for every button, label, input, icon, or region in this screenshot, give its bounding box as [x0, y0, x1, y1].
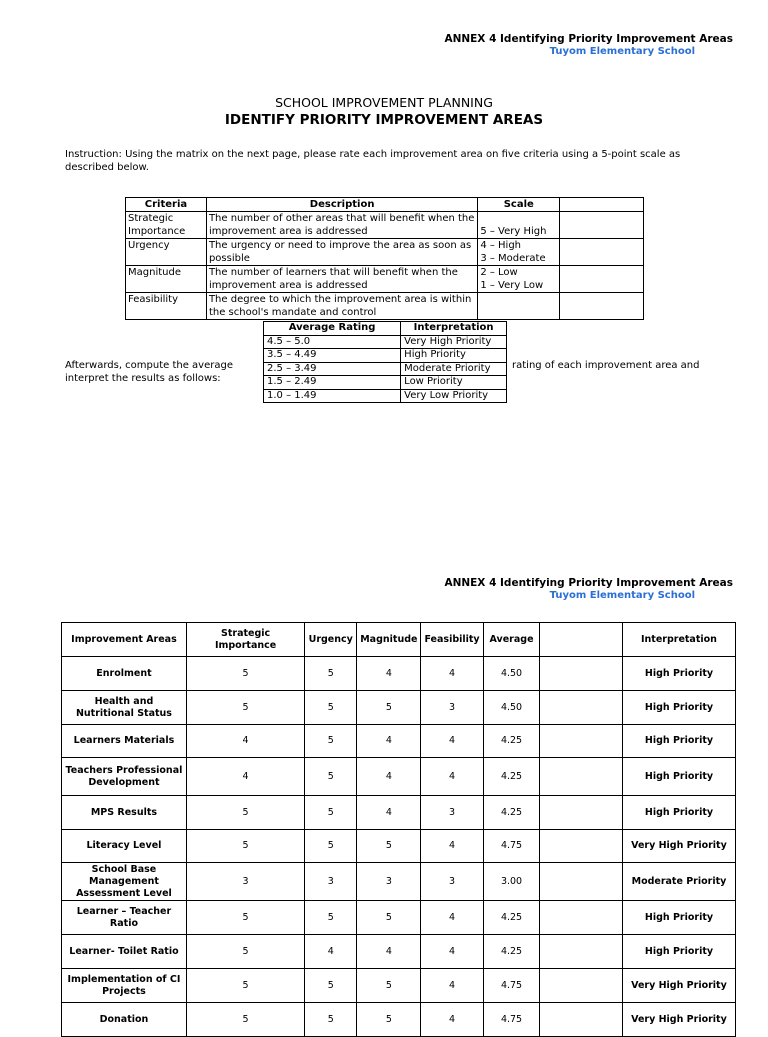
area-cell: Learners Materials — [62, 725, 187, 758]
strategic-importance-cell: 5 — [186, 830, 304, 863]
rating-range: 2.5 – 3.49 — [264, 362, 401, 376]
feasibility-cell: 3 — [421, 691, 483, 725]
page-title-line1: SCHOOL IMPROVEMENT PLANNING — [275, 95, 493, 110]
urgency-cell: 5 — [305, 657, 357, 691]
rating-row — [264, 349, 507, 363]
table-row — [62, 901, 736, 935]
criteria-row — [126, 266, 644, 293]
table-row — [62, 758, 736, 796]
area-cell: Implementation of CI Projects — [62, 969, 187, 1003]
magnitude-cell: 5 — [357, 691, 421, 725]
magnitude-cell: 4 — [357, 657, 421, 691]
rating-label: Low Priority — [401, 376, 507, 390]
blank-cell — [540, 830, 623, 863]
strategic-importance-header: Strategic Importance — [186, 623, 304, 657]
strategic-importance-cell: 4 — [186, 758, 304, 796]
scale-item: 2 – Low — [480, 267, 518, 278]
feasibility-cell: 4 — [421, 758, 483, 796]
interpretation-cell: High Priority — [622, 691, 735, 725]
blank-cell — [540, 796, 623, 830]
magnitude-cell: 5 — [357, 901, 421, 935]
area-cell: Health and Nutritional Status — [62, 691, 187, 725]
criteria-row — [126, 239, 644, 266]
average-cell: 4.50 — [483, 691, 540, 725]
criteria-row — [126, 212, 644, 239]
magnitude-cell: 5 — [357, 830, 421, 863]
criteria-name: Strategic Importance — [126, 212, 207, 239]
blank-cell — [540, 691, 623, 725]
description-header: Description — [206, 198, 477, 212]
interpretation-cell: Very High Priority — [622, 969, 735, 1003]
feasibility-cell: 3 — [421, 796, 483, 830]
magnitude-cell: 5 — [357, 1003, 421, 1037]
annex-title-1: ANNEX 4 Identifying Priority Improvement Areas — [444, 33, 733, 45]
improvement-areas-header: Improvement Areas — [62, 623, 187, 657]
rating-range: 1.0 – 1.49 — [264, 389, 401, 403]
feasibility-cell: 4 — [421, 935, 483, 969]
afterwards-text: Afterwards, compute the average interpret the results as follows: — [65, 360, 233, 384]
average-cell: 3.00 — [483, 863, 540, 901]
rating-row — [264, 335, 507, 349]
strategic-importance-cell: 5 — [186, 657, 304, 691]
feasibility-cell: 4 — [421, 969, 483, 1003]
scale-item: 3 – Moderate — [480, 253, 546, 264]
feasibility-header: Feasibility — [421, 623, 483, 657]
matrix-header-row — [62, 623, 736, 657]
criteria-row — [126, 293, 644, 320]
average-cell: 4.75 — [483, 1003, 540, 1037]
blank-cell — [540, 758, 623, 796]
interpretation-cell: High Priority — [622, 725, 735, 758]
criteria-table — [125, 197, 644, 320]
interpretation-cell: High Priority — [622, 758, 735, 796]
page-title-line2: IDENTIFY PRIORITY IMPROVEMENT AREAS — [224, 112, 544, 128]
strategic-importance-cell: 5 — [186, 969, 304, 1003]
magnitude-cell: 4 — [357, 758, 421, 796]
scale-item: 4 – High — [480, 240, 522, 251]
strategic-importance-cell: 4 — [186, 725, 304, 758]
blank-header — [560, 198, 644, 212]
urgency-cell: 5 — [305, 758, 357, 796]
strategic-importance-cell: 5 — [186, 935, 304, 969]
urgency-cell: 5 — [305, 725, 357, 758]
magnitude-cell: 3 — [357, 863, 421, 901]
rating-row — [264, 376, 507, 390]
feasibility-cell: 4 — [421, 901, 483, 935]
strategic-importance-cell: 3 — [186, 863, 304, 901]
instruction-text: Instruction: Using the matrix on the next page, please rate each improvement area on five criteria using a 5-point scale as described below. — [65, 149, 681, 173]
area-cell: Learner- Toilet Ratio — [62, 935, 187, 969]
interpretation-cell: Very High Priority — [622, 830, 735, 863]
blank-cell — [540, 901, 623, 935]
blank-cell — [540, 725, 623, 758]
interpretation-cell: High Priority — [622, 657, 735, 691]
interpretation-cell: Moderate Priority — [622, 863, 735, 901]
rating-table — [263, 321, 507, 403]
rating-range: 1.5 – 2.49 — [264, 376, 401, 390]
criteria-description: The number of learners that will benefit when the improvement area is addressed — [206, 266, 477, 293]
area-cell: School Base Management Assessment Level — [62, 863, 187, 901]
strategic-importance-cell: 5 — [186, 901, 304, 935]
table-row — [62, 657, 736, 691]
rating-row — [264, 389, 507, 403]
interpretation-cell: Very High Priority — [622, 1003, 735, 1037]
area-cell: Enrolment — [62, 657, 187, 691]
rating-range: 4.5 – 5.0 — [264, 335, 401, 349]
urgency-cell: 5 — [305, 796, 357, 830]
rating-row — [264, 362, 507, 376]
feasibility-cell: 4 — [421, 830, 483, 863]
table-row — [62, 1003, 736, 1037]
urgency-cell: 5 — [305, 830, 357, 863]
scale-item: 5 – Very High — [480, 226, 547, 237]
scale-item: 1 – Very Low — [480, 280, 544, 291]
magnitude-header: Magnitude — [357, 623, 421, 657]
strategic-importance-cell: 5 — [186, 691, 304, 725]
annex-title-2: ANNEX 4 Identifying Priority Improvement Areas — [444, 577, 733, 589]
urgency-header: Urgency — [305, 623, 357, 657]
average-cell: 4.25 — [483, 935, 540, 969]
rating-label: Very Low Priority — [401, 389, 507, 403]
average-cell: 4.25 — [483, 758, 540, 796]
average-cell: 4.25 — [483, 901, 540, 935]
blank-cell — [540, 935, 623, 969]
area-cell: Teachers Professional Development — [62, 758, 187, 796]
afterwards-text-right: rating of each improvement area and — [512, 360, 700, 371]
average-header: Average — [483, 623, 540, 657]
table-row — [62, 796, 736, 830]
average-cell: 4.25 — [483, 725, 540, 758]
criteria-description: The urgency or need to improve the area as soon as possible — [206, 239, 477, 266]
school-name-1: Tuyom Elementary School — [549, 46, 695, 57]
table-row — [62, 863, 736, 901]
table-row — [62, 969, 736, 1003]
criteria-description: The degree to which the improvement area is within the school's mandate and control — [206, 293, 477, 320]
rating-label: Very High Priority — [401, 335, 507, 349]
feasibility-cell: 4 — [421, 1003, 483, 1037]
criteria-header-row — [126, 198, 644, 212]
table-row — [62, 691, 736, 725]
magnitude-cell: 4 — [357, 796, 421, 830]
area-cell: MPS Results — [62, 796, 187, 830]
feasibility-cell: 3 — [421, 863, 483, 901]
strategic-importance-cell: 5 — [186, 1003, 304, 1037]
criteria-name: Urgency — [126, 239, 207, 266]
average-cell: 4.75 — [483, 830, 540, 863]
strategic-importance-cell: 5 — [186, 796, 304, 830]
magnitude-cell: 4 — [357, 935, 421, 969]
blank-cell — [540, 1003, 623, 1037]
urgency-cell: 5 — [305, 901, 357, 935]
urgency-cell: 5 — [305, 1003, 357, 1037]
rating-label: Moderate Priority — [401, 362, 507, 376]
table-row — [62, 830, 736, 863]
rating-label: High Priority — [401, 349, 507, 363]
blank-cell — [540, 969, 623, 1003]
magnitude-cell: 5 — [357, 969, 421, 1003]
average-cell: 4.75 — [483, 969, 540, 1003]
criteria-name: Magnitude — [126, 266, 207, 293]
rating-range: 3.5 – 4.49 — [264, 349, 401, 363]
urgency-cell: 5 — [305, 691, 357, 725]
average-cell: 4.50 — [483, 657, 540, 691]
average-rating-header: Average Rating — [264, 322, 401, 336]
criteria-description: The number of other areas that will benefit when the improvement area is addressed — [206, 212, 477, 239]
criteria-header: Criteria — [126, 198, 207, 212]
area-cell: Donation — [62, 1003, 187, 1037]
urgency-cell: 3 — [305, 863, 357, 901]
feasibility-cell: 4 — [421, 725, 483, 758]
criteria-name: Feasibility — [126, 293, 207, 320]
blank-cell — [540, 657, 623, 691]
interpretation-header: Interpretation — [622, 623, 735, 657]
interpretation-header: Interpretation — [401, 322, 507, 336]
table-row — [62, 935, 736, 969]
magnitude-cell: 4 — [357, 725, 421, 758]
school-name-2: Tuyom Elementary School — [549, 590, 695, 601]
blank-cell — [540, 863, 623, 901]
table-row — [62, 725, 736, 758]
blank-header — [540, 623, 623, 657]
area-cell: Learner – Teacher Ratio — [62, 901, 187, 935]
urgency-cell: 4 — [305, 935, 357, 969]
interpretation-cell: High Priority — [622, 935, 735, 969]
area-cell: Literacy Level — [62, 830, 187, 863]
interpretation-cell: High Priority — [622, 901, 735, 935]
feasibility-cell: 4 — [421, 657, 483, 691]
interpretation-cell: High Priority — [622, 796, 735, 830]
urgency-cell: 5 — [305, 969, 357, 1003]
average-cell: 4.25 — [483, 796, 540, 830]
scale-header: Scale — [478, 198, 560, 212]
priority-matrix-table — [61, 622, 736, 1037]
